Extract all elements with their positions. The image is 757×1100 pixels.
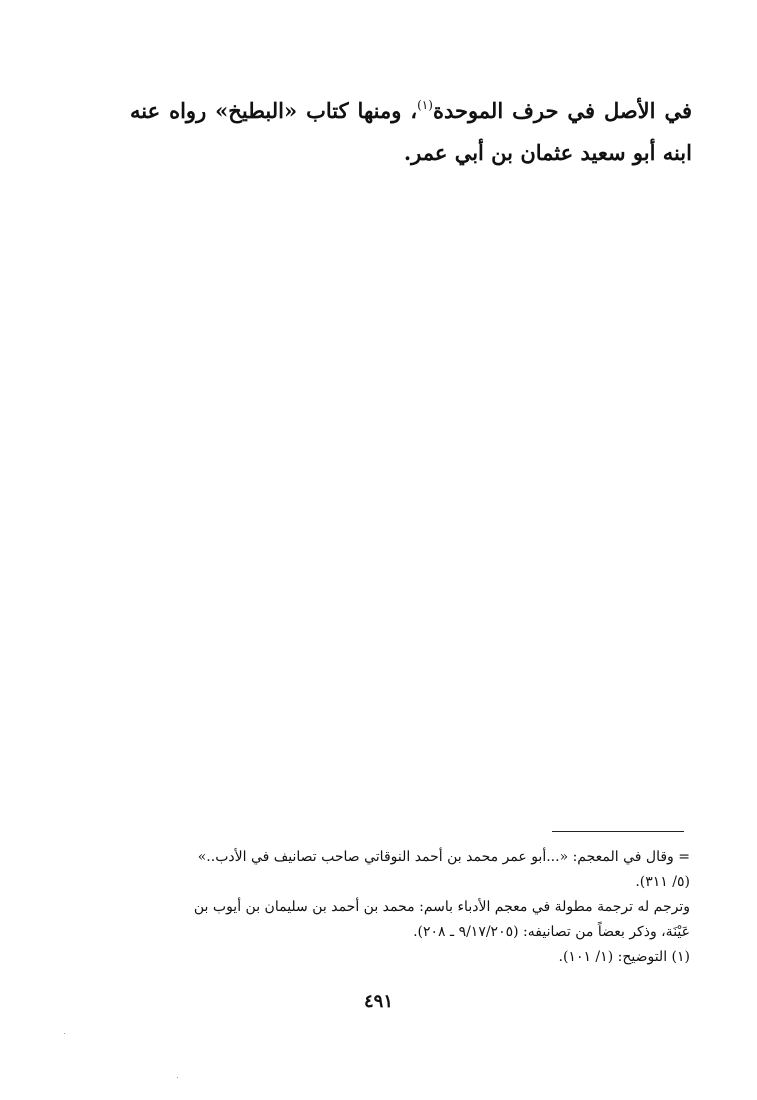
- page-number: ٤٩١: [363, 991, 393, 1012]
- scan-speck: [177, 1077, 178, 1078]
- footnote-biography-line-1: وترجم له ترجمة مطولة في معجم الأدباء باسم: محمد بن أحمد بن سليمان بن أيوب بن: [193, 899, 690, 915]
- footnote-biography-line-2: عَيْنَة، وذكر بعضاً من تصانيفه: (٩/١٧/٢٠٥ ـ ٢٠٨).: [413, 924, 690, 940]
- footnote-reference-1: (١): [417, 98, 433, 112]
- footnotes: [130, 845, 690, 970]
- footnote-1: (١) التوضيح: (١/ ١٠١).: [558, 949, 690, 965]
- main-text-line-1a: في الأصل في حرف الموحدة: [432, 98, 692, 123]
- footnote-separator: [552, 831, 684, 832]
- footnote-continuation-line-1: = وقال في المعجم: «...أبو عمر محمد بن أحمد النوقاتي صاحب تصانيف في الأدب..»: [197, 849, 690, 865]
- scan-speck: [64, 1033, 65, 1034]
- main-text-line-2: سعيد عثمان بن أبي عمر.: [403, 140, 626, 165]
- main-text: [130, 84, 692, 174]
- footnote-continuation-line-2: (٥/ ٣١١).: [635, 874, 690, 890]
- main-text-line-1b: ، ومنها كتاب «البطيخ» رواه عنه ابنه أبو: [130, 98, 692, 165]
